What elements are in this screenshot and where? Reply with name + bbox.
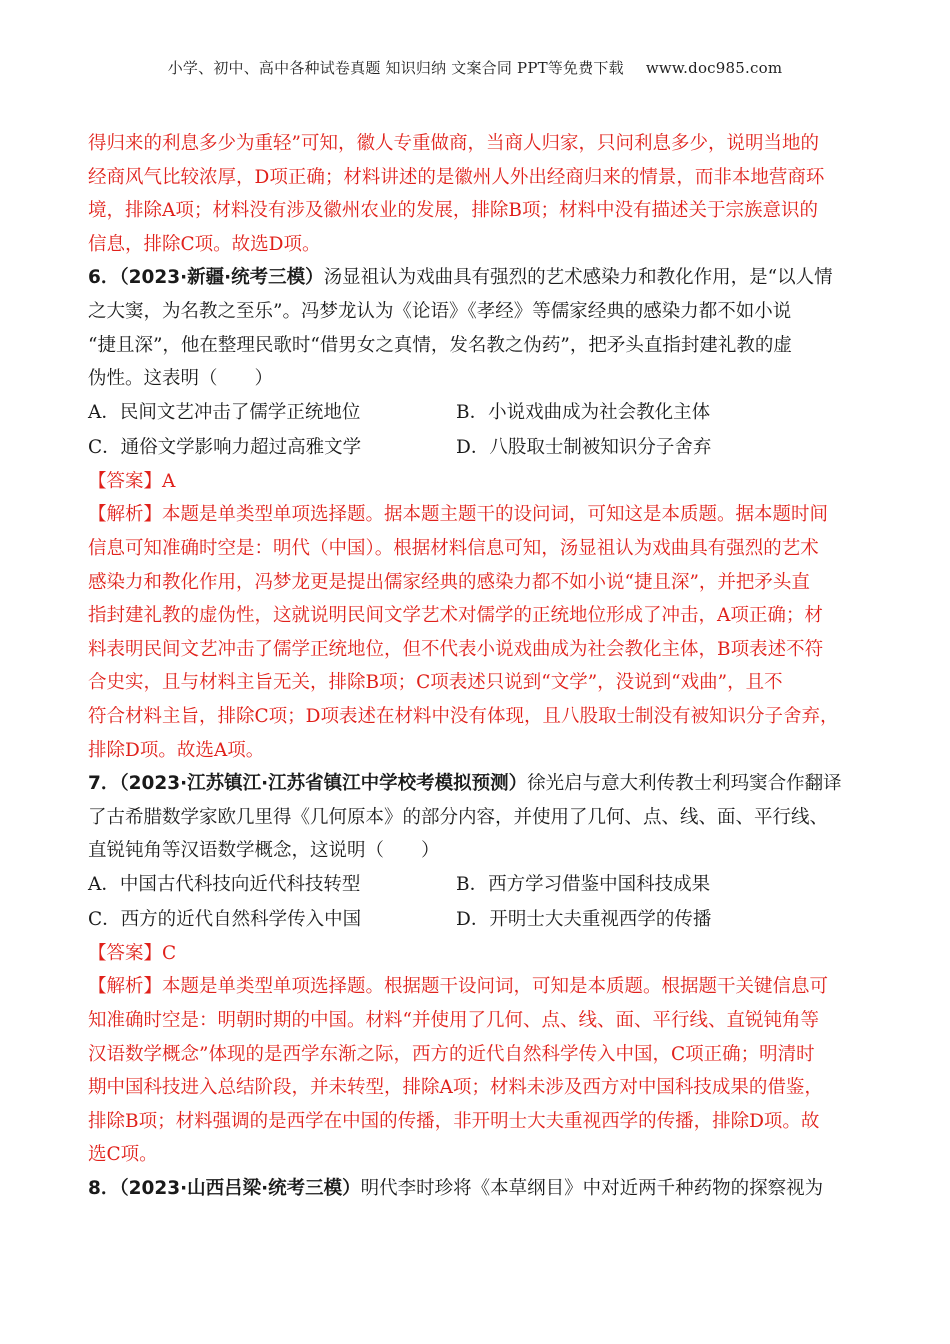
- analysis-line: 感染力和教化作用，冯梦龙更是提出儒家经典的感染力都不如小说“捷且深”，并把矛头直: [88, 571, 810, 593]
- analysis-line: 选C项。: [88, 1144, 158, 1166]
- prev-analysis-line: 得归来的利息多少为重轻”可知，徽人专重做商，当商人归家，只问利息多少，说明当地的: [88, 133, 819, 154]
- question-stem-line: [88, 767, 864, 801]
- question-number: 6．: [88, 267, 120, 289]
- answer-value: C: [162, 942, 177, 964]
- options-row: [88, 430, 864, 465]
- question-stem: 明代李时珍将《本草纲目》中对近两千种药物的探察视为: [360, 1178, 824, 1200]
- answer-value: A: [162, 470, 176, 492]
- question-8: [88, 1172, 864, 1206]
- analysis-text: 本题是单类型单项选择题。据本题主题干的设问词，可知这是本质题。据本题时间: [162, 504, 829, 526]
- analysis-line: 符合材料主旨，排除C项；D项表述在材料中没有体现，且八股取士制没有被知识分子舍弃，: [88, 705, 839, 727]
- option-d: D．开明士大夫重视西学的传播: [456, 908, 712, 930]
- question-7: [88, 767, 864, 1172]
- question-stem-line: “捷且深”，他在整理民歌时“借男女之真情，发名教之伪药”，把矛头直指封建礼教的虚: [88, 334, 792, 356]
- analysis-line: 期中国科技进入总结阶段，并未转型，排除A项；材料未涉及西方对中国科技成果的借鉴，: [88, 1077, 823, 1099]
- answer-label: 【答案】: [88, 470, 163, 492]
- options-row: [88, 396, 864, 431]
- prev-analysis-line: 境，排除A项；材料没有涉及徽州农业的发展，排除B项；材料中没有描述关于宗族意识的: [88, 200, 818, 222]
- header-url[interactable]: www.doc985.com: [645, 59, 783, 77]
- analysis-line: 信息可知准确时空是：明代（中国）。根据材料信息可知，汤显祖认为戏曲具有强烈的艺术: [88, 537, 819, 559]
- header-text: 小学、初中、高中各种试卷真题 知识归纳 文案合同 PPT等免费下载: [167, 59, 624, 77]
- analysis-line: 指封建礼教的虚伪性，这就说明民间文学艺术对儒学的正统地位形成了冲击，A项正确；材: [88, 605, 823, 627]
- question-stem-line: 伪性。这表明（ ）: [88, 368, 274, 390]
- analysis-text: 本题是单类型单项选择题。根据题干设问词，可知是本质题。根据题干关键信息可: [162, 976, 829, 998]
- option-b: B．西方学习借鉴中国科技成果: [456, 874, 711, 896]
- question-stem-line: [88, 1172, 864, 1206]
- answer: [88, 465, 864, 499]
- analysis: [88, 970, 864, 1172]
- question-stem-line: [88, 261, 864, 295]
- analysis-line: [88, 970, 864, 1004]
- question-source: （2023·江苏镇江·江苏省镇江中学校考模拟预测）: [119, 773, 528, 795]
- option-a: A．民间文艺冲击了儒学正统地位: [88, 402, 361, 424]
- question-number: 7．: [88, 773, 120, 795]
- analysis-line: 合史实，且与材料主旨无关，排除B项；C项表述只说到“文学”，没说到“戏曲”，且不: [88, 672, 783, 694]
- content: [88, 127, 864, 1206]
- question-source: （2023·山西吕梁·统考三模）: [119, 1178, 361, 1200]
- question-stem-line: 了古希腊数学家欧几里得《几何原本》的部分内容，并使用了几何、点、线、面、平行线、: [88, 806, 829, 828]
- option-a: A．中国古代科技向近代科技转型: [88, 874, 361, 896]
- analysis-line: 料表明民间文艺冲击了儒学正统地位，但不代表小说戏曲成为社会教化主体，B项表述不符: [88, 638, 824, 660]
- prev-analysis: [88, 127, 864, 261]
- question-stem-line: 直锐钝角等汉语数学概念，这说明（ ）: [88, 840, 440, 862]
- options-row: [88, 902, 864, 937]
- question-6: [88, 261, 864, 767]
- prev-analysis-line: 经商风气比较浓厚，D项正确；材料讲述的是徽州人外出经商归来的情景，而非本地营商环: [88, 166, 825, 188]
- page-header: [0, 57, 950, 78]
- question-stem: 徐光启与意大利传教士利玛窦合作翻译: [527, 773, 842, 795]
- analysis-line: [88, 498, 864, 532]
- analysis-line: 知准确时空是：明朝时期的中国。材料“并使用了几何、点、线、面、平行线、直锐钝角等: [88, 1010, 819, 1032]
- analysis-label: 【解析】: [88, 504, 163, 526]
- options-row: [88, 868, 864, 903]
- answer-label: 【答案】: [88, 942, 163, 964]
- question-number: 8．: [88, 1178, 120, 1200]
- option-c: C．西方的近代自然科学传入中国: [88, 908, 362, 930]
- answer: [88, 937, 864, 971]
- question-stem: 汤显祖认为戏曲具有强烈的艺术感染力和教化作用，是“以人情: [323, 267, 833, 289]
- question-stem-line: 之大窦，为名教之至乐”。冯梦龙认为《论语》《孝经》等儒家经典的感染力都不如小说: [88, 300, 792, 322]
- option-b: B．小说戏曲成为社会教化主体: [456, 402, 711, 424]
- analysis-line: 汉语数学概念”体现的是西学东渐之际，西方的近代自然科学传入中国，C项正确；明清时: [88, 1043, 815, 1065]
- analysis: [88, 498, 864, 767]
- option-c: C．通俗文学影响力超过高雅文学: [88, 436, 362, 458]
- analysis-line: 排除D项。故选A项。: [88, 739, 265, 761]
- analysis-line: 排除B项；材料强调的是西学在中国的传播，非开明士大夫重视西学的传播，排除D项。故: [88, 1110, 820, 1132]
- analysis-label: 【解析】: [88, 976, 163, 998]
- question-source: （2023·新疆·统考三模）: [119, 267, 324, 289]
- option-d: D．八股取士制被知识分子舍弃: [456, 436, 712, 458]
- prev-analysis-line: 信息，排除C项。故选D项。: [88, 233, 321, 255]
